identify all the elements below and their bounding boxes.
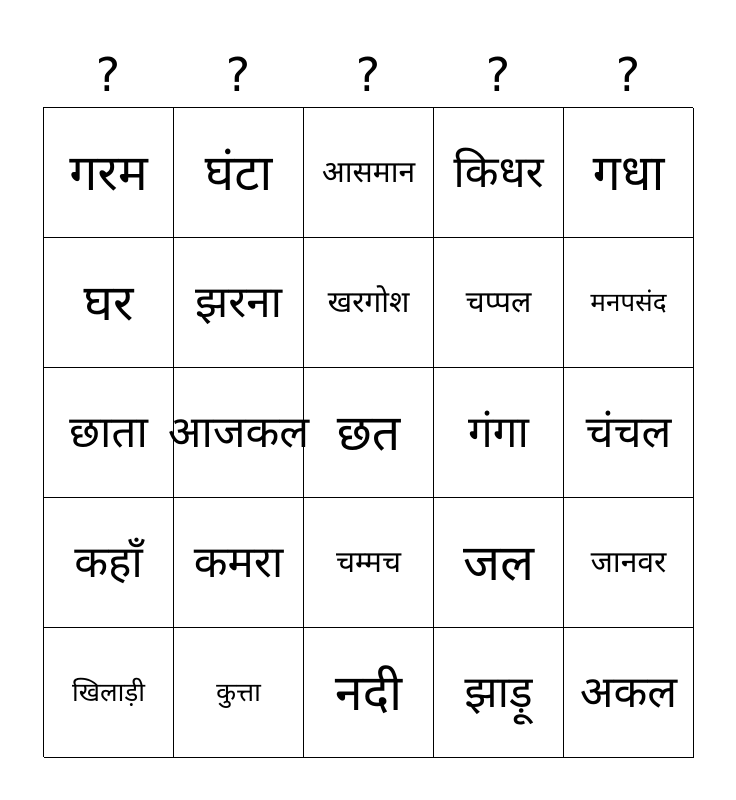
- bingo-cell-r4-c5: जानवर: [564, 498, 694, 628]
- header-cell-4: ?: [485, 48, 511, 102]
- bingo-cell-r3-c4: गंगा: [434, 368, 564, 498]
- bingo-cell-r1-c3: आसमान: [304, 108, 434, 238]
- bingo-cell-r4-c4: जल: [434, 498, 564, 628]
- bingo-cell-r4-c2: कमरा: [174, 498, 304, 628]
- bingo-cell-r5-c4: झाड़ू: [434, 628, 564, 758]
- bingo-cell-r2-c3: खरगोश: [304, 238, 434, 368]
- bingo-cell-r5-c2: कुत्ता: [174, 628, 304, 758]
- header-cell-2: ?: [225, 48, 251, 102]
- bingo-cell-r1-c2: घंटा: [174, 108, 304, 238]
- bingo-cell-r4-c1: कहाँ: [44, 498, 174, 628]
- bingo-cell-r2-c4: चप्पल: [434, 238, 564, 368]
- bingo-cell-r1-c4: किधर: [434, 108, 564, 238]
- bingo-board: [43, 107, 693, 757]
- bingo-cell-r3-c1: छाता: [44, 368, 174, 498]
- bingo-cell-r2-c1: घर: [44, 238, 174, 368]
- bingo-cell-r3-c3: छत: [304, 368, 434, 498]
- bingo-cell-r1-c5: गधा: [564, 108, 694, 238]
- header-cell-1: ?: [95, 48, 121, 102]
- bingo-cell-r2-c5: मनपसंद: [564, 238, 694, 368]
- header-cell-3: ?: [355, 48, 381, 102]
- header-cell-5: ?: [615, 48, 641, 102]
- bingo-cell-r3-c5: चंचल: [564, 368, 694, 498]
- bingo-cell-r1-c1: गरम: [44, 108, 174, 238]
- bingo-cell-r4-c3: चम्मच: [304, 498, 434, 628]
- bingo-cell-r5-c1: खिलाड़ी: [44, 628, 174, 758]
- bingo-cell-r3-c2: आजकल: [174, 368, 304, 498]
- bingo-cell-r5-c5: अकल: [564, 628, 694, 758]
- bingo-header: [43, 44, 693, 106]
- bingo-cell-r2-c2: झरना: [174, 238, 304, 368]
- bingo-cell-r5-c3: नदी: [304, 628, 434, 758]
